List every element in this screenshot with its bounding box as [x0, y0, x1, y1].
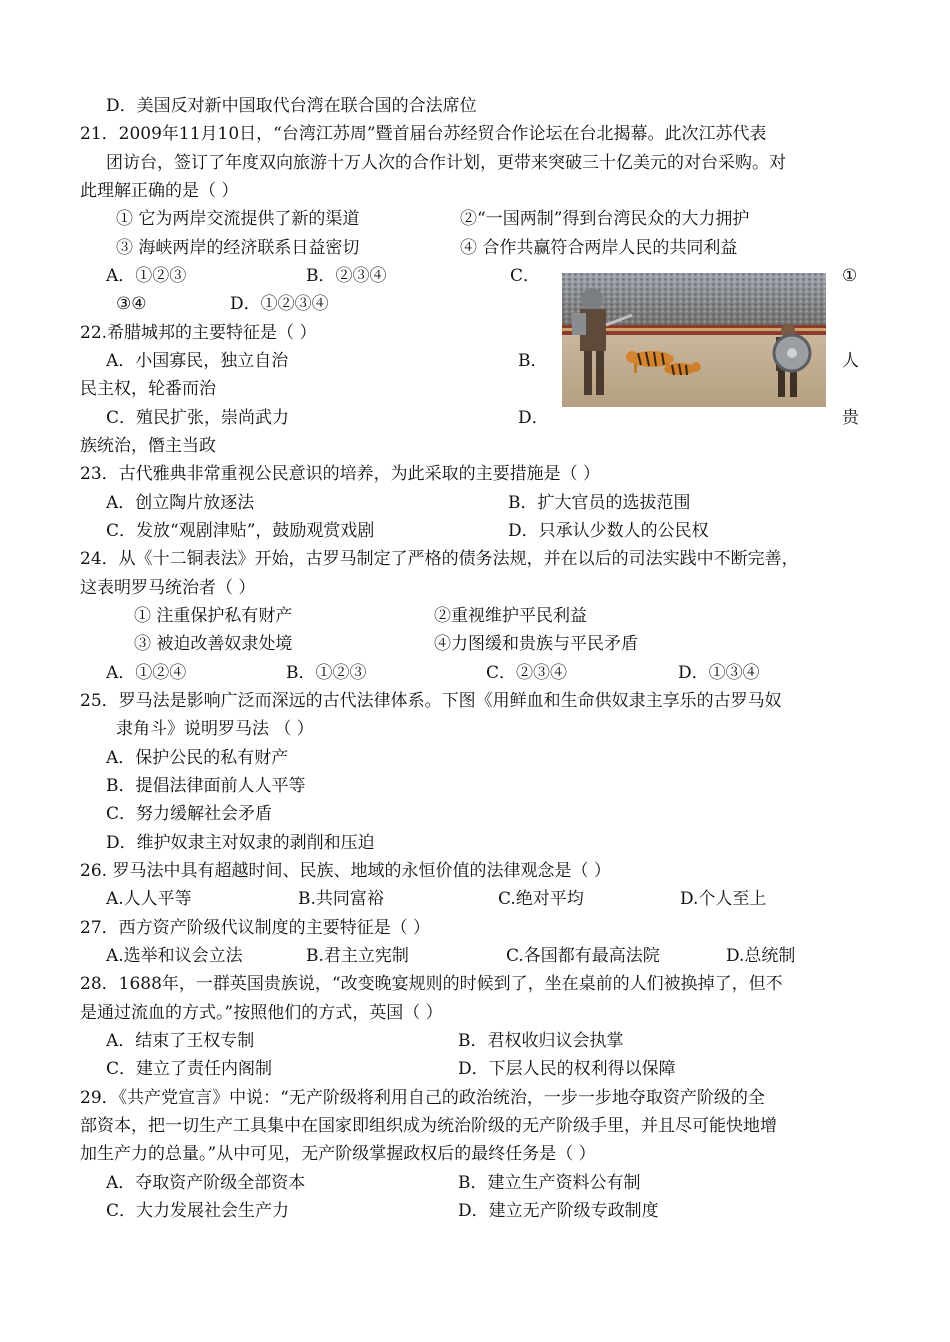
question-29-line-2: 部资本，把一切生产工具集中在国家即组织成为统治阶级的无产阶级手里，并且尽可能快地增 — [80, 1116, 777, 1136]
option-21-d: D．①②③④ — [230, 294, 329, 314]
question-22: 22.希腊城邦的主要特征是（ ） — [80, 323, 317, 343]
question-21-line-3: 此理解正确的是（ ） — [80, 181, 239, 201]
option-22-b-cont: 人 — [842, 351, 859, 371]
option-23-b: B．扩大官员的选拔范围 — [508, 493, 691, 513]
option-21-a: A．①②③ — [106, 266, 187, 286]
option-25-b: B．提倡法律面前人人平等 — [106, 776, 306, 796]
option-28-a: A．结束了王权专制 — [106, 1031, 255, 1051]
option-29-a: A．夺取资产阶级全部资本 — [106, 1173, 306, 1193]
option-26-b: B.共同富裕 — [298, 889, 384, 909]
option-27-a: A.选举和议会立法 — [106, 946, 243, 966]
option-22-d-cont: 贵 — [842, 408, 859, 428]
question-25-line-1: 25．罗马法是影响广泛而深远的古代法律体系。下图《用鲜血和生命供奴隶主享乐的古罗马奴 — [80, 691, 782, 711]
option-26-d: D.个人至上 — [680, 889, 767, 909]
question-29-line-1: 29．《共产党宣言》中说：“无产阶级将利用自己的政治统治，一步一步地夺取资产阶级的全 — [80, 1088, 765, 1108]
option-29-b: B．建立生产资料公有制 — [458, 1173, 641, 1193]
option-25-a: A．保护公民的私有财产 — [106, 748, 289, 768]
statement-24-2: ②重视维护平民利益 — [434, 606, 587, 626]
statement-24-1: ① 注重保护私有财产 — [134, 606, 293, 626]
option-28-d: D．下层人民的权利得以保障 — [458, 1059, 676, 1079]
question-23: 23．古代雅典非常重视公民意识的培养，为此采取的主要措施是（ ） — [80, 464, 601, 484]
statement-21-4: ④ 合作共赢符合两岸人民的共同利益 — [460, 238, 738, 258]
statement-24-3: ③ 被迫改善奴隶处境 — [134, 634, 293, 654]
option-27-c: C.各国都有最高法院 — [506, 946, 660, 966]
option-21-c-cont: ① — [842, 266, 858, 286]
option-22-b-cont-2: 民主权，轮番而治 — [80, 379, 216, 399]
option-23-d: D．只承认少数人的公民权 — [508, 521, 709, 541]
option-29-d: D．建立无产阶级专政制度 — [458, 1201, 659, 1221]
option-24-d: D．①③④ — [678, 663, 760, 683]
option-20-d: D．美国反对新中国取代台湾在联合国的合法席位 — [106, 96, 477, 116]
option-27-b: B.君主立宪制 — [306, 946, 409, 966]
option-26-c: C.绝对平均 — [498, 889, 584, 909]
option-24-b: B．①②③ — [286, 663, 367, 683]
option-22-b: B． — [518, 351, 548, 371]
statement-24-4: ④力图缓和贵族与平民矛盾 — [434, 634, 638, 654]
option-26-a: A.人人平等 — [106, 889, 192, 909]
option-21-c-cont-2: ③④ — [116, 294, 147, 314]
question-25-line-2: 隶角斗》说明罗马法 （ ） — [116, 719, 314, 739]
statement-21-1: ① 它为两岸交流提供了新的渠道 — [116, 209, 360, 229]
option-22-d-cont-2: 族统治，僭主当政 — [80, 436, 216, 456]
question-24-line-1: 24．从《十二铜表法》开始，古罗马制定了严格的债务法规，并在以后的司法实践中不断完善， — [80, 549, 799, 569]
question-29-line-3: 加生产力的总量。”从中可见，无产阶级掌握政权后的最终任务是（ ） — [80, 1144, 596, 1164]
option-29-c: C．大力发展社会生产力 — [106, 1201, 290, 1221]
question-28-line-2: 是通过流血的方式。”按照他们的方式，英国（ ） — [80, 1003, 443, 1023]
question-21-line-2: 团访台，签订了年度双向旅游十万人次的合作计划，更带来突破三十亿美元的对台采购。对 — [106, 153, 786, 173]
option-25-c: C．努力缓解社会矛盾 — [106, 804, 273, 824]
question-21-line-1: 21．2009年11月10日，“台湾江苏周”暨首届台苏经贸合作论坛在台北揭幕。此次江苏代表 — [80, 124, 767, 144]
option-21-b: B．②③④ — [306, 266, 387, 286]
option-25-d: D．维护奴隶主对奴隶的剥削和压迫 — [106, 833, 375, 853]
option-27-d: D.总统制 — [726, 946, 796, 966]
option-24-c: C．②③④ — [486, 663, 568, 683]
question-27: 27．西方资产阶级代议制度的主要特征是（ ） — [80, 918, 431, 938]
option-22-a: A．小国寡民，独立自治 — [106, 351, 289, 371]
statement-21-2: ②“一国两制”得到台湾民众的大力拥护 — [460, 209, 750, 229]
option-28-b: B．君权收归议会执掌 — [458, 1031, 624, 1051]
question-24-line-2: 这表明罗马统治者（ ） — [80, 578, 256, 598]
option-22-d: D． — [518, 408, 549, 428]
option-22-c: C．殖民扩张，崇尚武力 — [106, 408, 290, 428]
statement-21-3: ③ 海峡两岸的经济联系日益密切 — [116, 238, 360, 258]
option-28-c: C．建立了责任内阁制 — [106, 1059, 273, 1079]
option-23-a: A．创立陶片放逐法 — [106, 493, 255, 513]
option-24-a: A．①②④ — [106, 663, 187, 683]
question-28-line-1: 28．1688年，一群英国贵族说，“改变晚宴规则的时候到了，坐在桌前的人们被换掉了，但不 — [80, 974, 783, 994]
option-21-c: C． — [510, 266, 541, 286]
gladiator-photo — [562, 273, 826, 407]
option-23-c: C．发放“观剧津贴”，鼓励观赏戏剧 — [106, 521, 375, 541]
question-26: 26. 罗马法中具有超越时间、民族、地域的永恒价值的法律观念是（ ） — [80, 861, 611, 881]
